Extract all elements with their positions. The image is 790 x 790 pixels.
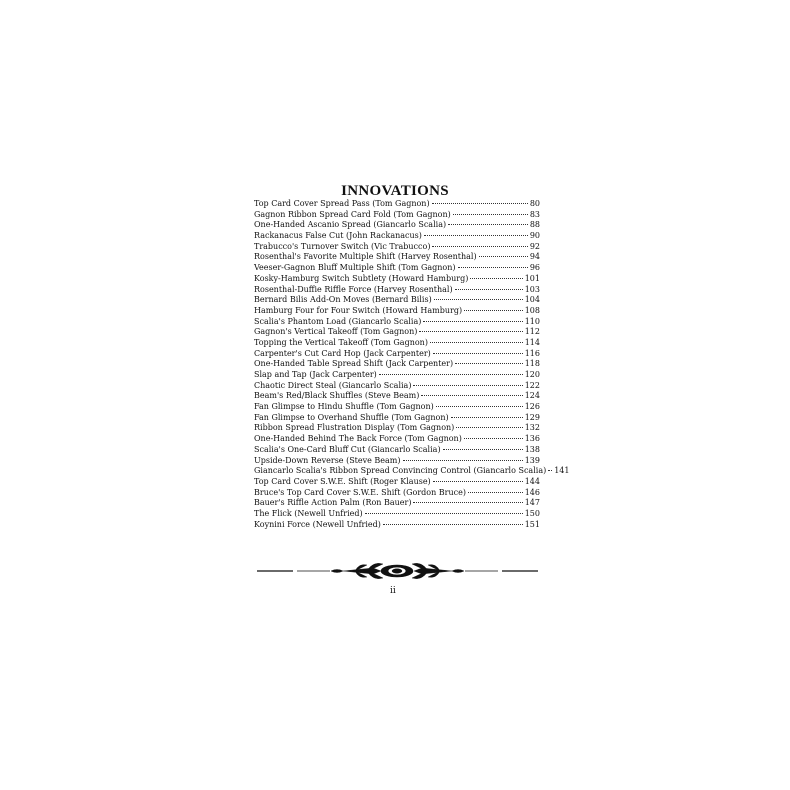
toc-entry-page: 90 — [529, 231, 540, 241]
toc-entry-title: Slap and Tap (Jack Carpenter) — [254, 370, 377, 379]
toc-entry — [254, 456, 540, 467]
toc-entry-title: Gagnon's Vertical Takeoff (Tom Gagnon) — [254, 327, 418, 337]
toc-entry — [254, 252, 540, 263]
toc-entry — [254, 285, 540, 296]
toc-leader-dots — [456, 427, 522, 428]
toc-entry-title: One-Handed Behind The Back Force (Tom Gagnon) — [254, 434, 462, 444]
toc-leader-dots — [479, 256, 528, 257]
toc-leader-dots — [413, 385, 522, 386]
toc-entry — [254, 306, 540, 317]
toc-leader-dots — [365, 513, 523, 514]
page-number: ii — [390, 586, 396, 596]
toc-leader-dots — [432, 246, 527, 247]
toc-leader-dots — [548, 470, 552, 471]
toc-entry — [254, 242, 540, 253]
toc-entry-page: 116 — [524, 348, 540, 358]
toc-leader-dots — [433, 481, 523, 482]
toc-entry — [254, 520, 540, 531]
toc-entry-title: Veeser-Gagnon Bluff Multiple Shift (Tom Gagnon) — [254, 263, 456, 273]
toc-entry-title: Upside-Down Reverse (Steve Beam) — [254, 455, 401, 465]
toc-entry — [254, 349, 540, 360]
toc-entry-title: Bruce's Top Card Cover S.W.E. Shift (Gordon Bruce) — [254, 487, 466, 497]
toc-entry — [254, 391, 540, 402]
toc-leader-dots — [419, 331, 522, 332]
toc-entry-page: 141 — [554, 466, 570, 476]
toc-entry-page: 118 — [524, 359, 540, 369]
toc-leader-dots — [423, 321, 522, 322]
toc-entry — [254, 359, 540, 370]
toc-entry-title: Top Card Cover S.W.E. Shift (Roger Klause) — [254, 476, 431, 486]
toc-entry — [254, 381, 540, 392]
toc-entry-title: Beam's Red/Black Shuffles (Steve Beam) — [254, 391, 420, 401]
toc-entry-title: Hamburg Four for Four Switch (Howard Hamburg) — [254, 305, 463, 315]
toc-entry — [254, 210, 540, 221]
toc-entry-title: Trabucco's Turnover Switch (Vic Trabucco) — [254, 241, 431, 251]
toc-leader-dots — [413, 502, 522, 503]
toc-entry-title: Fan Glimpse to Overhand Shuffle (Tom Gagnon) — [254, 412, 449, 422]
toc-entry-page: 114 — [524, 337, 540, 347]
toc-entry — [254, 338, 540, 349]
toc-leader-dots — [451, 417, 523, 418]
toc-entry-title: Top Card Cover Spread Pass (Tom Gagnon) — [254, 199, 430, 208]
toc-entry-page: 80 — [529, 199, 540, 208]
toc-entry — [254, 295, 540, 306]
toc-entry — [254, 413, 540, 424]
toc-leader-dots — [464, 310, 523, 311]
toc-entry-title: Bauer's Riffle Action Palm (Ron Bauer) — [254, 498, 412, 508]
toc-entry — [254, 488, 540, 499]
toc-leader-dots — [403, 460, 523, 461]
toc-leader-dots — [453, 214, 528, 215]
toc-entry-page: 112 — [524, 327, 540, 337]
toc-leader-dots — [430, 342, 523, 343]
toc-entry-title: One-Handed Table Spread Shift (Jack Carpenter) — [254, 359, 454, 369]
toc-entry-page: 138 — [524, 444, 540, 454]
table-of-contents — [254, 199, 570, 530]
toc-entry-title: One-Handed Ascanio Spread (Giancarlo Scalia) — [254, 220, 447, 230]
toc-entry-page: 110 — [524, 316, 540, 326]
toc-entry-title: Ribbon Spread Flustration Display (Tom Gagnon) — [254, 423, 455, 433]
toc-entry-page: 92 — [529, 241, 540, 251]
toc-leader-dots — [464, 438, 523, 439]
toc-entry-title: Fan Glimpse to Hindu Shuffle (Tom Gagnon) — [254, 402, 434, 412]
toc-leader-dots — [433, 353, 523, 354]
toc-entry — [254, 263, 540, 274]
toc-entry — [254, 445, 540, 456]
toc-entry-page: 104 — [524, 295, 540, 305]
toc-entry — [254, 402, 540, 413]
toc-entry-title: Gagnon Ribbon Spread Card Fold (Tom Gagnon) — [254, 209, 451, 219]
toc-leader-dots — [379, 374, 523, 375]
toc-entry — [254, 231, 540, 242]
toc-entry-page: 96 — [529, 263, 540, 273]
toc-leader-dots — [383, 524, 523, 525]
toc-entry-title: Chaotic Direct Steal (Giancarlo Scalia) — [254, 380, 412, 390]
toc-entry-page: 94 — [529, 252, 540, 262]
toc-entry-page: 147 — [524, 498, 540, 508]
toc-entry-page: 101 — [524, 273, 540, 283]
toc-entry-page: 132 — [524, 423, 540, 433]
toc-leader-dots — [432, 203, 528, 204]
toc-entry-title: Giancarlo Scalia's Ribbon Spread Convincing Control (Giancarlo Scalia) — [254, 466, 547, 476]
toc-entry — [254, 317, 540, 328]
toc-leader-dots — [470, 278, 522, 279]
toc-leader-dots — [434, 299, 523, 300]
toc-entry — [254, 477, 540, 488]
toc-leader-dots — [443, 449, 523, 450]
toc-entry-page: 129 — [524, 412, 540, 422]
toc-leader-dots — [421, 395, 522, 396]
toc-entry-page: 124 — [524, 391, 540, 401]
toc-leader-dots — [448, 224, 528, 225]
toc-entry — [254, 509, 540, 520]
toc-entry — [254, 274, 540, 285]
toc-entry-title: Rosenthal-Duffie Riffle Force (Harvey Rosenthal) — [254, 284, 453, 294]
toc-entry-page: 151 — [524, 519, 540, 529]
toc-entry-title: Kosky-Hamburg Switch Subtlety (Howard Hamburg) — [254, 273, 469, 283]
toc-entry-page: 150 — [524, 508, 540, 518]
toc-entry — [254, 220, 540, 231]
toc-leader-dots — [455, 289, 523, 290]
toc-entry-page: 146 — [524, 487, 540, 497]
toc-leader-dots — [458, 267, 528, 268]
toc-leader-dots — [455, 363, 523, 364]
toc-entry-title: Koynini Force (Newell Unfried) — [254, 519, 381, 529]
toc-entry-page: 126 — [524, 402, 540, 412]
toc-entry — [254, 498, 540, 509]
toc-entry-title: Scalia's One-Card Bluff Cut (Giancarlo Scalia) — [254, 444, 441, 454]
ornament-divider-icon — [255, 560, 540, 582]
toc-entry-page: 83 — [529, 209, 540, 219]
toc-entry-page: 103 — [524, 284, 540, 294]
toc-entry-title: Scalia's Phantom Load (Giancarlo Scalia) — [254, 316, 422, 326]
toc-entry-page: 120 — [524, 370, 540, 379]
toc-entry-title: The Flick (Newell Unfried) — [254, 508, 363, 518]
toc-leader-dots — [436, 406, 523, 407]
toc-entry — [254, 434, 540, 445]
toc-entry-title: Topping the Vertical Takeoff (Tom Gagnon) — [254, 337, 428, 347]
page-title: INNOVATIONS — [341, 183, 449, 199]
toc-entry — [254, 370, 540, 381]
toc-leader-dots — [468, 492, 523, 493]
toc-entry — [254, 423, 540, 434]
toc-entry-page: 144 — [524, 476, 540, 486]
toc-entry — [254, 199, 540, 210]
toc-entry-page: 108 — [524, 305, 540, 315]
toc-entry-page: 136 — [524, 434, 540, 444]
toc-entry-page: 88 — [529, 220, 540, 230]
toc-entry-title: Bernard Bilis Add-On Moves (Bernard Bilis) — [254, 295, 432, 305]
toc-entry — [254, 466, 570, 477]
toc-entry-page: 122 — [524, 380, 540, 390]
toc-entry — [254, 327, 540, 338]
toc-entry-page: 139 — [524, 455, 540, 465]
toc-entry-title: Carpenter's Cut Card Hop (Jack Carpenter) — [254, 348, 431, 358]
toc-entry-title: Rosenthal's Favorite Multiple Shift (Harvey Rosenthal) — [254, 252, 477, 262]
toc-leader-dots — [424, 235, 528, 236]
toc-entry-title: Rackanacus False Cut (John Rackanacus) — [254, 231, 422, 241]
